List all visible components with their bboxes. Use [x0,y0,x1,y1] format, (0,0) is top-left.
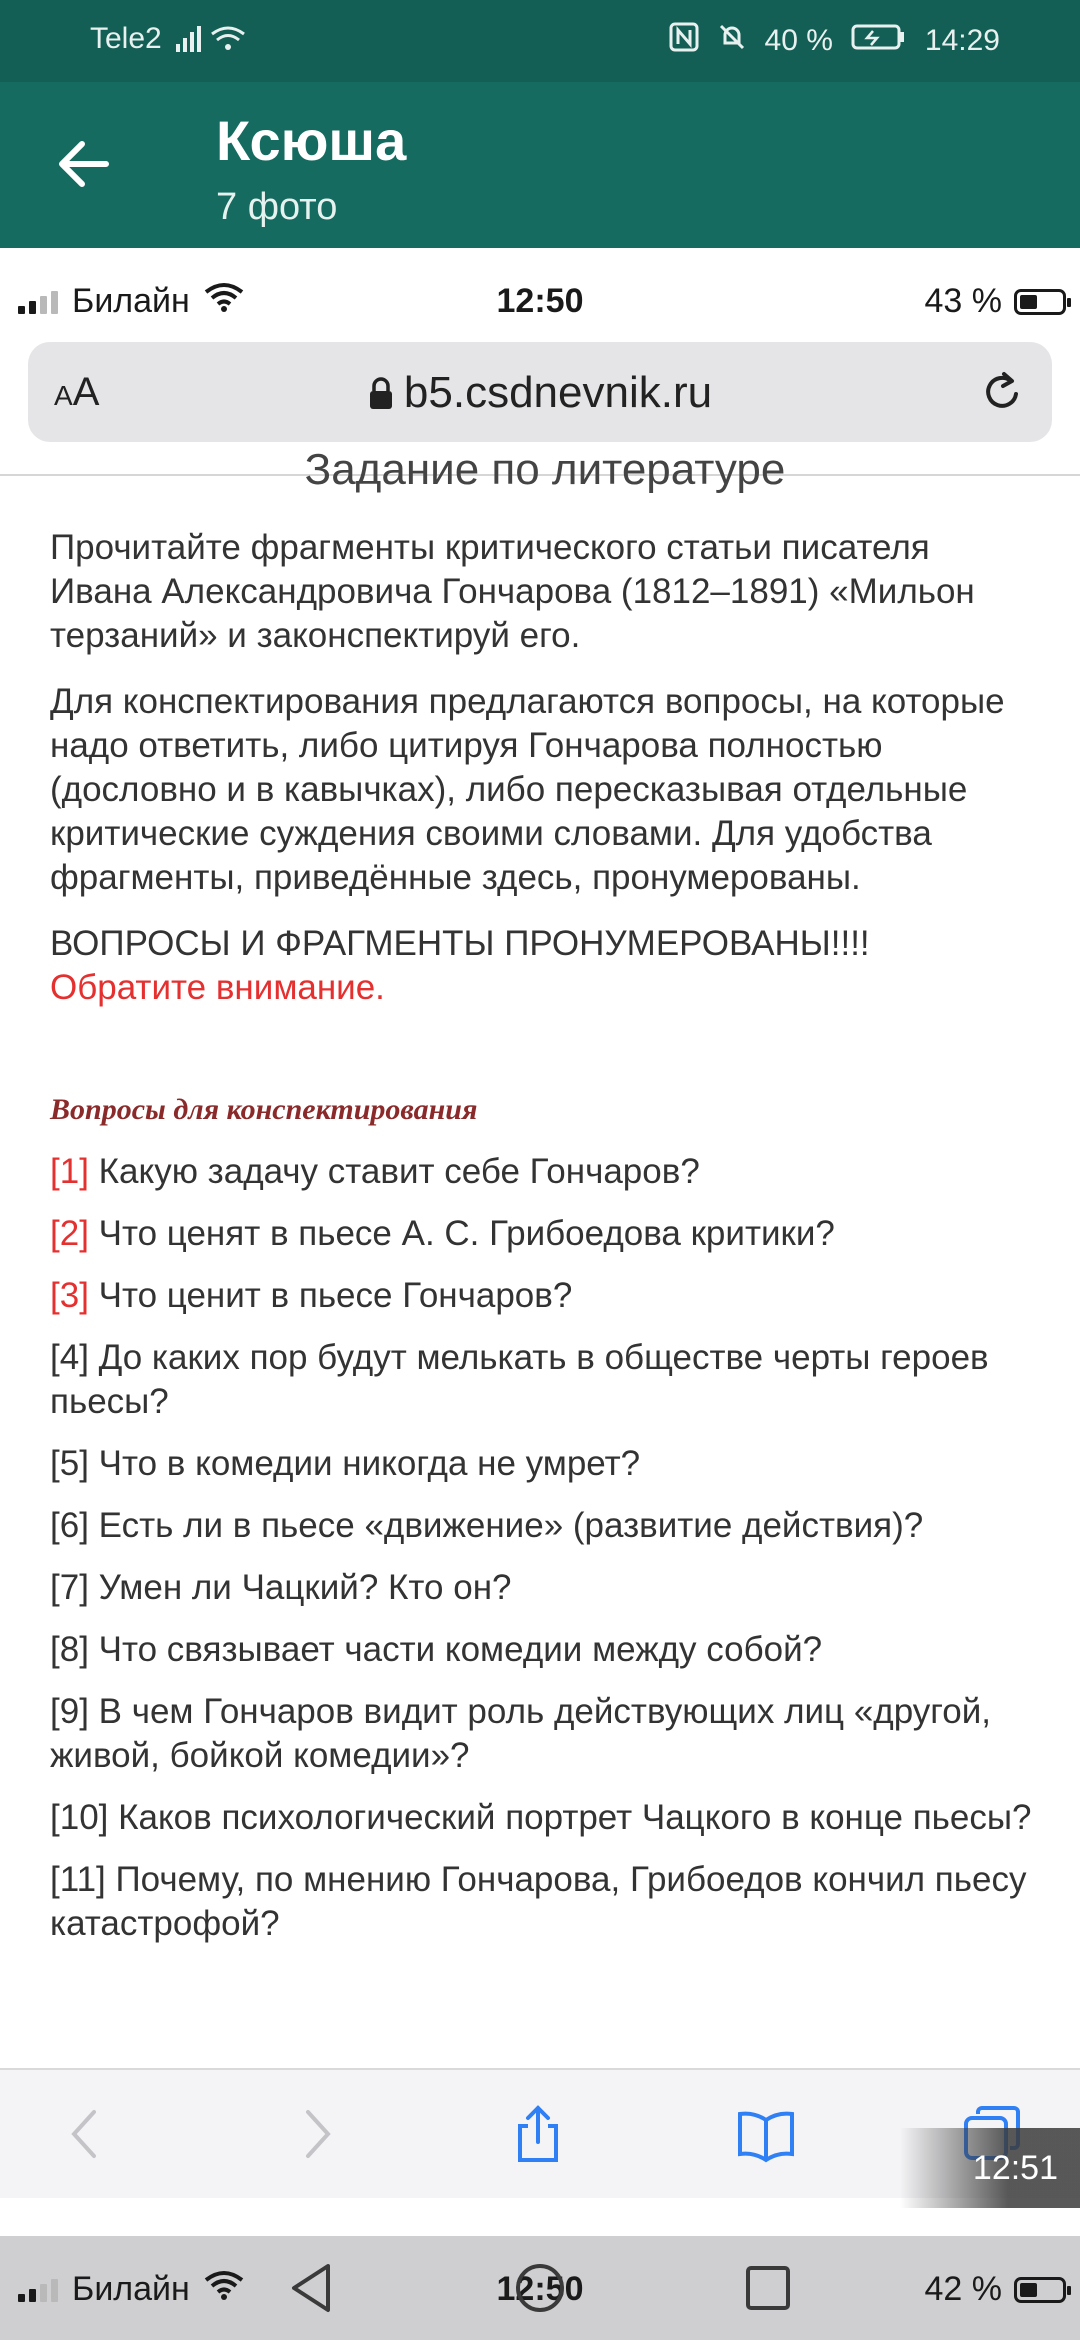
mute-bell-icon [717,22,747,60]
web-page-content [50,445,1040,2306]
questions-heading: Вопросы для конспектирования [50,1093,478,1126]
instructions-paragraph: Для конспектирования предлагаются вопросы, на которые надо ответить, либо цитируя Гончарова полностью (дословно и в кавычках), либо пересказывая отдельные критические суждения своими словами. Для удобства фрагменты, приведённые здесь, пронумерованы. [50,682,1005,897]
photo-timestamp: 12:51 [900,2128,1080,2208]
question-item: [11] Почему, по мнению Гончарова, Грибоедов кончил пьесу катастрофой? [50,1860,1027,1943]
nav-back-icon[interactable] [282,2258,342,2323]
signal-wifi-icon [176,22,256,64]
url-address[interactable]: b5.csdnevnik.ru [403,368,713,417]
android-nav-bar [0,2238,1080,2340]
chat-title: Ксюша [216,109,407,172]
nav-recents-icon[interactable] [738,2258,798,2323]
carrier-name: Tele2 [90,22,162,55]
caps-notice: ВОПРОСЫ И ФРАГМЕНТЫ ПРОНУМЕРОВАНЫ!!!! Обратите внимание. [50,924,870,1007]
app-bar [0,82,1080,248]
ios-battery-percent: 43 % [924,282,1002,320]
lock-icon [368,372,394,422]
lower-battery-percent: 42 % [924,2270,1002,2308]
question-item: [8] Что связывает части комедии между собой? [50,1630,823,1669]
question-item: [5] Что в комедии никогда не умрет? [50,1444,641,1483]
safari-url-bar[interactable] [28,342,1052,442]
bookmarks-icon[interactable] [736,2104,796,2164]
battery-charging-icon [851,23,907,59]
intro-paragraph: Прочитайте фрагменты критического статьи писателя Ивана Александровича Гончарова (1812–1891) «Мильон терзаний» и законспектируй его. [50,528,975,655]
ios-status-bar [0,268,1080,332]
arrow-left-icon [52,132,116,196]
reload-icon[interactable] [978,368,1026,416]
ios-carrier: Билайн [72,282,190,320]
ios-clock: 12:50 [496,282,584,320]
share-icon[interactable] [508,2104,568,2164]
chevron-left-icon[interactable] [56,2104,116,2164]
nfc-icon [669,22,699,60]
battery-icon [1014,289,1066,315]
question-item: [9] В чем Гончаров видит роль действующих лиц «другой, живой, бойкой комедии»? [50,1692,992,1775]
question-item: [2] Что ценят в пьесе А. С. Грибоедова критики? [50,1214,835,1253]
photo-count: 7 фото [216,186,338,228]
clock: 14:29 [924,24,1000,57]
question-item: [6] Есть ли в пьесе «движение» (развитие действия)? [50,1506,924,1545]
text-size-button[interactable]: AA [54,370,100,414]
battery-percent: 40 % [764,24,833,57]
question-item: [10] Каков психологический портрет Чацкого в конце пьесы? [50,1798,1032,1837]
attention-text: Обратите внимание. [50,968,385,1007]
android-status-bar [0,0,1080,82]
back-button[interactable] [52,132,116,196]
chevron-right-icon[interactable] [286,2104,346,2164]
page-title: Задание по литературе [304,445,786,494]
nav-home-icon[interactable] [510,2258,570,2323]
lower-clock: 12:50 [496,2270,584,2308]
lower-carrier: Билайн [72,2270,190,2308]
question-item: [1] Какую задачу ставит себе Гончаров? [50,1152,700,1191]
question-item: [3] Что ценит в пьесе Гончаров? [50,1276,573,1315]
question-item: [7] Умен ли Чацкий? Кто он? [50,1568,512,1607]
question-item: [4] До каких пор будут мелькать в обществе черты героев пьесы? [50,1338,989,1421]
photo-viewer[interactable] [0,248,1080,2340]
